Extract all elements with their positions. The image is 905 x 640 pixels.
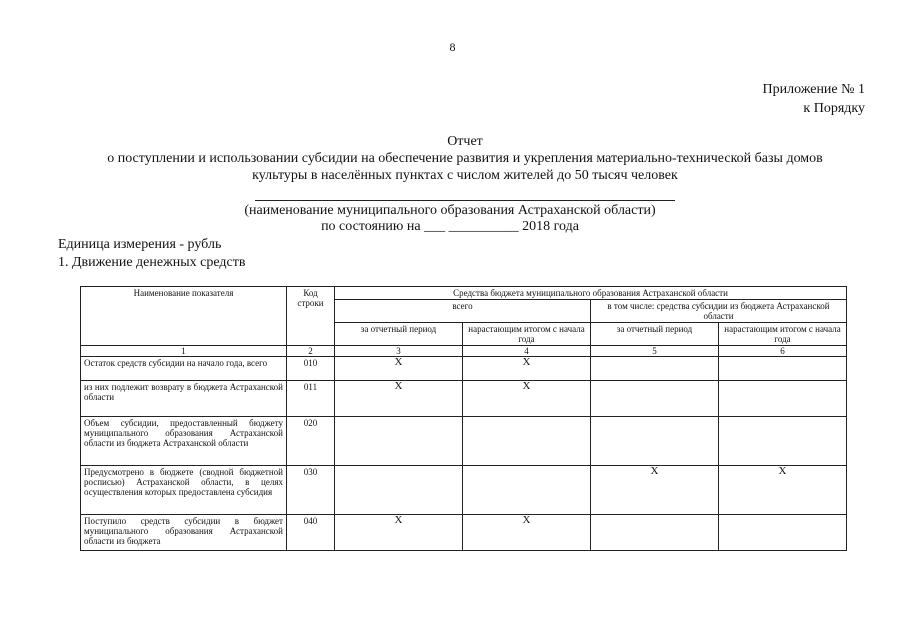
column-numbers-row xyxy=(81,346,847,357)
unit-line: Единица измерения - рубль xyxy=(58,237,222,252)
table-row-040 xyxy=(81,515,847,551)
cell-col-5 xyxy=(591,417,719,466)
report-title-block xyxy=(50,133,880,184)
cell-col-6 xyxy=(719,357,847,381)
cell-col-3: X xyxy=(335,515,463,551)
header-row-1 xyxy=(81,287,847,300)
header-indicator: Наименование показателя xyxy=(81,287,287,346)
appendix-line-2: к Порядку xyxy=(803,101,865,116)
header-including: в том числе: средства субсидии из бюджета Астраханской области xyxy=(591,300,847,323)
cell-col-3: X xyxy=(335,381,463,417)
cell-col-3 xyxy=(335,466,463,515)
row-label: из них подлежит возврату в бюджета Астраханской области xyxy=(81,381,287,417)
header-budget: Средства бюджета муниципального образования Астраханской области xyxy=(335,287,847,300)
cell-col-6: X xyxy=(719,466,847,515)
report-subtitle xyxy=(200,203,700,235)
table-row-011 xyxy=(81,381,847,417)
org-caption: (наименование муниципального образования Астраханской области) xyxy=(244,203,656,218)
cash-flow-table xyxy=(80,286,847,551)
cell-col-6 xyxy=(719,515,847,551)
header-period: за отчетный период xyxy=(335,323,463,346)
header-code: Код строки xyxy=(287,287,335,346)
report-title-line-3: культуры в населённых пунктах с числом жителей до 50 тысяч человек xyxy=(252,168,678,183)
header-total: всего xyxy=(335,300,591,323)
header-cumulative: нарастающим итогом с начала года xyxy=(463,323,591,346)
appendix-note xyxy=(720,80,865,118)
row-code: 011 xyxy=(287,381,335,417)
cell-col-4 xyxy=(463,417,591,466)
cell-col-4: X xyxy=(463,515,591,551)
column-number: 4 xyxy=(463,346,591,357)
header-period-2: за отчетный период xyxy=(591,323,719,346)
page-number: 8 xyxy=(449,40,456,54)
org-name-rule xyxy=(255,200,675,201)
cell-col-6 xyxy=(719,381,847,417)
row-label: Предусмотрено в бюджете (сводной бюджетной росписью) Астраханской области, в целях осуществления которых предоставлена субсидия xyxy=(81,466,287,515)
cell-col-4: X xyxy=(463,357,591,381)
cell-col-5 xyxy=(591,381,719,417)
column-number: 5 xyxy=(591,346,719,357)
table-row-020 xyxy=(81,417,847,466)
report-title-line-2: о поступлении и использовании субсидии на обеспечение развития и укрепления материально-технической базы домов xyxy=(107,151,823,166)
section-title: 1. Движение денежных средств xyxy=(58,255,246,270)
header-cumulative-2: нарастающим итогом с начала года xyxy=(719,323,847,346)
column-number: 6 xyxy=(719,346,847,357)
report-title: Отчет xyxy=(447,134,483,149)
column-number: 3 xyxy=(335,346,463,357)
row-code: 010 xyxy=(287,357,335,381)
date-line: по состоянию на ___ __________ 2018 года xyxy=(321,219,579,234)
table-row-010 xyxy=(81,357,847,381)
cell-col-4: X xyxy=(463,381,591,417)
row-label: Объем субсидии, предоставленный бюджету муниципального образования Астраханской области из бюджета Астраханской области xyxy=(81,417,287,466)
column-number: 2 xyxy=(287,346,335,357)
cell-col-3: X xyxy=(335,357,463,381)
appendix-line-1: Приложение № 1 xyxy=(762,82,865,97)
column-number: 1 xyxy=(81,346,287,357)
row-code: 040 xyxy=(287,515,335,551)
table-row-030 xyxy=(81,466,847,515)
cell-col-6 xyxy=(719,417,847,466)
row-label: Остаток средств субсидии на начало года, всего xyxy=(81,357,287,381)
cell-col-5: X xyxy=(591,466,719,515)
cell-col-3 xyxy=(335,417,463,466)
row-code: 020 xyxy=(287,417,335,466)
cell-col-4 xyxy=(463,466,591,515)
cell-col-5 xyxy=(591,515,719,551)
row-label: Поступило средств субсидии в бюджет муниципального образования Астраханской области из бюджета xyxy=(81,515,287,551)
row-code: 030 xyxy=(287,466,335,515)
cell-col-5 xyxy=(591,357,719,381)
